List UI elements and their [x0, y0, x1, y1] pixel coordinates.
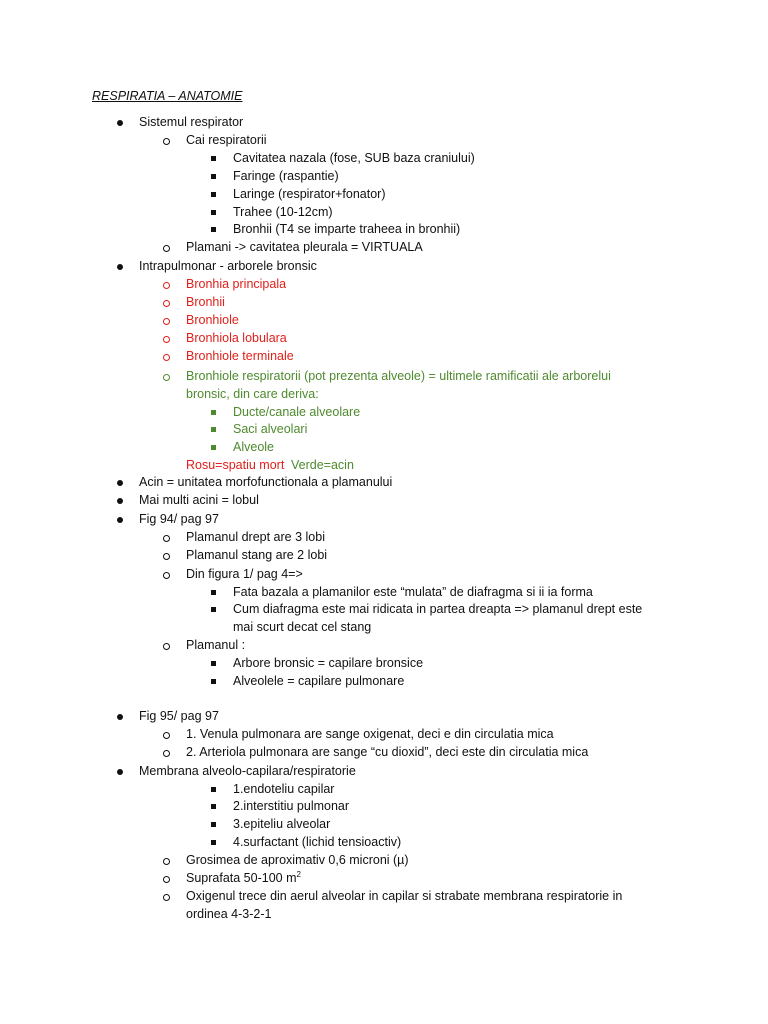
bullet-square: [211, 445, 216, 450]
list-item: Bronhiole: [186, 313, 239, 327]
bullet-square: [211, 840, 216, 845]
bullet-circle: [163, 336, 170, 343]
list-item: Plamanul drept are 3 lobi: [186, 530, 325, 544]
bullet-square: [211, 174, 216, 179]
bullet-square: [211, 156, 216, 161]
list-item: Fig 95/ pag 97: [139, 709, 219, 723]
list-item: Trahee (10-12cm): [233, 205, 333, 219]
list-item: Plamanul stang are 2 lobi: [186, 548, 328, 562]
surface-text: Suprafata 50-100 m: [186, 871, 297, 885]
list-item: Ducte/canale alveolare: [233, 405, 361, 419]
superscript: 2: [296, 869, 301, 879]
list-item-continuation: mai scurt decat cel stang: [233, 620, 372, 634]
list-item: Bronhii: [186, 295, 225, 309]
bullet-circle: [163, 876, 170, 883]
page-title: RESPIRATIA – ANATOMIE: [92, 89, 243, 103]
list-item: Bronhiole terminale: [186, 349, 294, 363]
bullet-circle: [163, 318, 170, 325]
list-item: Cum diafragma este mai ridicata in partea dreapta => plamanul drept este: [233, 602, 643, 616]
legend-green: Verde=acin: [291, 458, 354, 472]
list-item: Cavitatea nazala (fose, SUB baza craniului): [233, 151, 475, 165]
bullet-circle: [163, 245, 170, 252]
bullet-square: [211, 410, 216, 415]
bullet-square: [211, 210, 216, 215]
bullet-circle: [163, 553, 170, 560]
bullet-circle: [163, 138, 170, 145]
list-item: Bronhiola lobulara: [186, 331, 287, 345]
bullet-disc: [117, 480, 123, 486]
legend-red: Rosu=spatiu mort: [186, 458, 285, 472]
list-item: Alveolele = capilare pulmonare: [233, 674, 405, 688]
bullet-circle: [163, 643, 170, 650]
list-item: Oxigenul trece din aerul alveolar in capilar si strabate membrana respiratorie in: [186, 889, 623, 903]
list-item: Plamani -> cavitatea pleurala = VIRTUALA: [186, 240, 423, 254]
list-item: Laringe (respirator+fonator): [233, 187, 386, 201]
bullet-circle: [163, 300, 170, 307]
list-item: 2. Arteriola pulmonara are sange “cu dioxid”, deci este din circulatia mica: [186, 745, 589, 759]
list-item: Plamanul :: [186, 638, 246, 652]
bullet-disc: [117, 264, 123, 270]
list-item: Sistemul respirator: [139, 115, 244, 129]
list-item: Cai respiratorii: [186, 133, 267, 147]
bullet-square: [211, 427, 216, 432]
bullet-square: [211, 679, 216, 684]
list-item: 4.surfactant (lichid tensioactiv): [233, 835, 402, 849]
list-item: Saci alveolari: [233, 422, 308, 436]
bullet-disc: [117, 120, 123, 126]
list-item-continuation: bronsic, din care deriva:: [186, 387, 319, 401]
list-item: Bronhiole respiratorii (pot prezenta alveole) = ultimele ramificatii ale arborelui: [186, 369, 611, 383]
bullet-square: [211, 787, 216, 792]
list-item: Intrapulmonar - arborele bronsic: [139, 259, 317, 273]
bullet-square: [211, 590, 216, 595]
bullet-disc: [117, 498, 123, 504]
bullet-circle: [163, 354, 170, 361]
list-item: 2.interstitiu pulmonar: [233, 799, 350, 813]
bullet-circle: [163, 750, 170, 757]
bullet-square: [211, 661, 216, 666]
list-item: [186, 870, 301, 887]
list-item: Alveole: [233, 440, 274, 454]
bullet-circle: [163, 282, 170, 289]
list-item: Faringe (raspantie): [233, 169, 339, 183]
list-item: 1. Venula pulmonara are sange oxigenat, deci e din circulatia mica: [186, 727, 554, 741]
list-item: Din figura 1/ pag 4=>: [186, 567, 303, 581]
list-item: Acin = unitatea morfofunctionala a plamanului: [139, 475, 393, 489]
list-item: Fig 94/ pag 97: [139, 512, 219, 526]
bullet-circle: [163, 374, 170, 381]
bullet-disc: [117, 714, 123, 720]
list-item: Membrana alveolo-capilara/respiratorie: [139, 764, 356, 778]
bullet-square: [211, 822, 216, 827]
list-item: Fata bazala a plamanilor este “mulata” de diafragma si ii ia forma: [233, 585, 593, 599]
list-item: 3.epiteliu alveolar: [233, 817, 331, 831]
bullet-square: [211, 192, 216, 197]
bullet-circle: [163, 732, 170, 739]
list-item-continuation: ordinea 4-3-2-1: [186, 907, 272, 921]
list-item: 1.endoteliu capilar: [233, 782, 335, 796]
list-item: Bronhia principala: [186, 277, 287, 291]
bullet-circle: [163, 858, 170, 865]
bullet-square: [211, 804, 216, 809]
bullet-circle: [163, 894, 170, 901]
list-item: Grosimea de aproximativ 0,6 microni (µ): [186, 853, 409, 867]
bullet-disc: [117, 517, 123, 523]
bullet-square: [211, 607, 216, 612]
bullet-circle: [163, 572, 170, 579]
bullet-square: [211, 227, 216, 232]
list-item: Mai multi acini = lobul: [139, 493, 259, 507]
list-item: Arbore bronsic = capilare bronsice: [233, 656, 424, 670]
bullet-circle: [163, 535, 170, 542]
bullet-disc: [117, 769, 123, 775]
list-item: Bronhii (T4 se imparte traheea in bronhii): [233, 222, 461, 236]
